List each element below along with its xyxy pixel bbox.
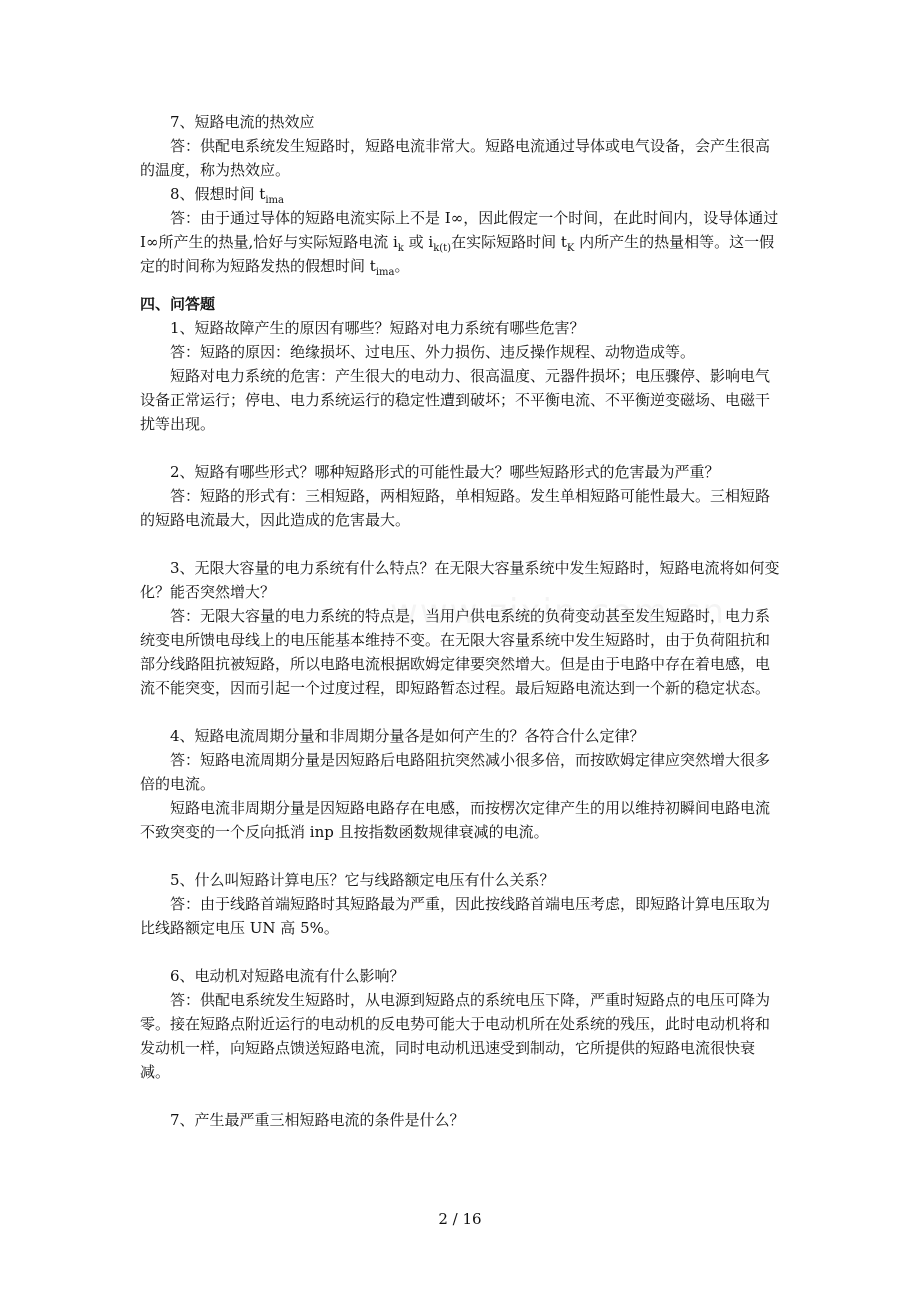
q2-answer: 答：短路的形式有：三相短路，两相短路，单相短路。发生单相短路可能性最大。三相短路的短路电流最大，因此造成的危害最大。 (140, 487, 771, 529)
q7-question: 7、产生最严重三相短路电流的条件是什么？ (170, 1111, 465, 1129)
q5-answer: 答：由于线路首端短路时其短路最为严重，因此按线路首端电压考虑，即短路计算电压取为比线路额定电压 UN 高 5%。 (140, 895, 771, 937)
q3-answer: 答：无限大容量的电力系统的特点是，当用户供电系统的负荷变动甚至发生短路时，电力系统变电所馈电母线上的电压能基本维持不变。在无限大容量系统中发生短路时，由于负荷阻抗和部分线路阻抗被短路，所以电路电流根据欧姆定律要突然增大。但是由于电路中存在着电感，电流不能突变，因而引起一个过度过程，即短路暂态过程。最后短路电流达到一个新的稳定状态。 (140, 607, 771, 697)
document-page (140, 110, 782, 1132)
q6-answer: 答：供配电系统发生短路时，从电源到短路点的系统电压下降，严重时短路点的电压可降为零。接在短路点附近运行的电动机的反电势可能大于电动机所在处系统的残压，此时电动机将和发动机一样，向短路点馈送短路电流，同时电动机迅速受到制动，它所提供的短路电流很快衰减。 (140, 991, 771, 1081)
item7-title: 7、短路电流的热效应 (170, 113, 315, 131)
section-heading: 四、问答题 (140, 295, 216, 313)
q2-question: 2、短路有哪些形式？哪种短路形式的可能性最大？哪些短路形式的危害最为严重？ (170, 463, 720, 481)
q6-question: 6、电动机对短路电流有什么影响？ (170, 967, 405, 985)
q1-answer-harm: 短路对电力系统的危害：产生很大的电动力、很高温度、元器件损坏；电压骤停、影响电气设备正常运行；停电、电力系统运行的稳定性遭到破坏；不平衡电流、不平衡逆变磁场、电磁干扰等出现。 (140, 367, 771, 433)
page-number: 2 / 16 (438, 1210, 482, 1228)
q3-question: 3、无限大容量的电力系统有什么特点？在无限大容量系统中发生短路时，短路电流将如何变化？能否突然增大？ (140, 559, 780, 601)
q5-question: 5、什么叫短路计算电压？它与线路额定电压有什么关系？ (170, 871, 555, 889)
q1-question: 1、短路故障产生的原因有哪些？短路对电力系统有哪些危害？ (170, 319, 585, 337)
q1-answer: 答：短路的原因：绝缘损坏、过电压、外力损伤、违反操作规程、动物造成等。 (170, 343, 696, 361)
item7-answer: 答：供配电系统发生短路时，短路电流非常大。短路电流通过导体或电气设备，会产生很高的温度，称为热效应。 (140, 137, 771, 179)
item8-title: 8、假想时间 $t_{ima}$ (170, 185, 284, 206)
q4-answer-aperiodic: 短路电流非周期分量是因短路电路存在电感，而按楞次定律产生的用以维持初瞬间电路电流不致突变的一个反向抵消 inp 且按指数函数规律衰减的电流。 (140, 799, 771, 841)
q4-question: 4、短路电流周期分量和非周期分量各是如何产生的？各符合什么定律？ (170, 727, 645, 745)
q4-answer-periodic: 答：短路电流周期分量是因短路后电路阻抗突然减小很多倍，而按欧姆定律应突然增大很多倍的电流。 (140, 751, 771, 793)
item8-answer: 答：由于通过导体的短路电流实际上不是 I∞，因此假定一个时间，在此时间内，设导体通过 I∞所产生的热量,恰好与实际短路电流 $i_k$ 或 $i_{k(t)}$在实际短路时间 $t_K$ 内所产生的热量相等。这一假定的时间称为短路发热的假想时间 $t_{ima}$。 (140, 209, 779, 278)
